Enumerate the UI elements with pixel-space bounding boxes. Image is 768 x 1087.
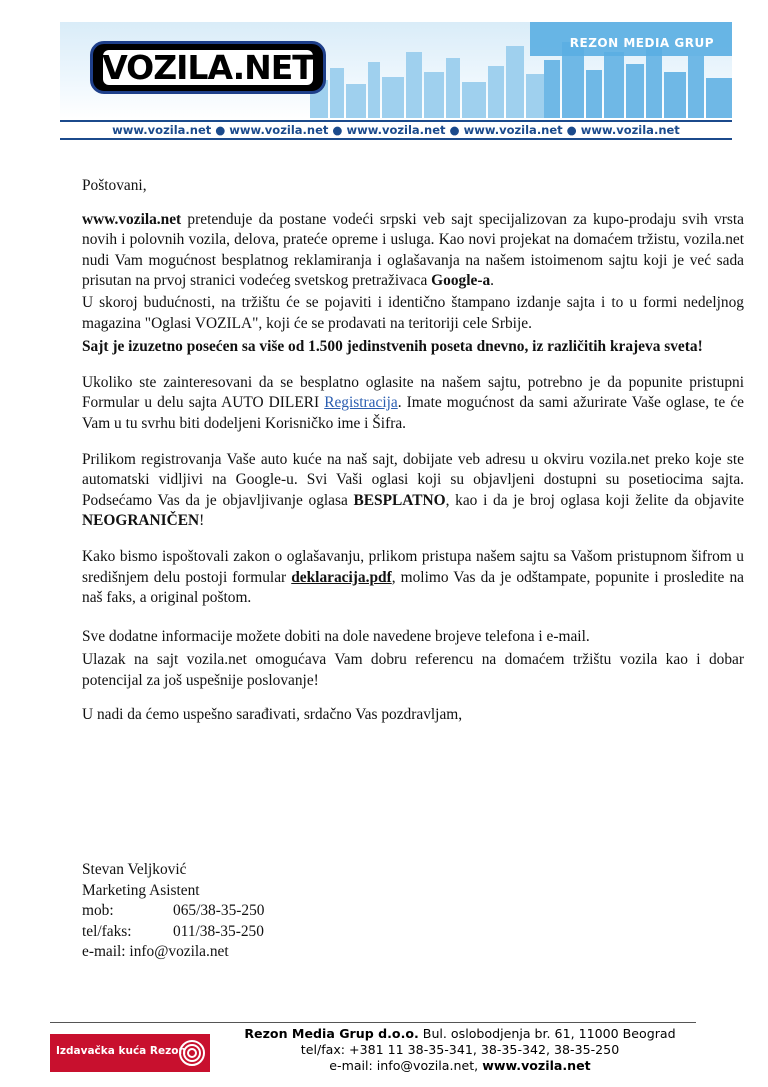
signer-title: Marketing Asistent xyxy=(82,881,200,899)
intro-text: pretenduje da postane vodeći srpski veb sajt specijalizovan za kupo-prodaju svih vrsta novih i polovnih vozila, delova, prateće opreme i usluga. Kao novi projekat na domaćem tržistu, vozila.net nudi Vam mogućnost besplatnog reklamiranja i oglašavanja na našem istoimenom sajtu koji je već sada prisutan na prvoj stranici vodećeg svetskog pretraživaca xyxy=(82,210,744,290)
footer-telfax: tel/fax: +381 11 38-35-341, 38-35-342, 38-35-250 xyxy=(300,1042,620,1057)
intro-end: . xyxy=(490,272,495,290)
paragraph-print-edition: U skoroj budućnosti, na tržištu će se pojaviti i identično štampano izdanje sajta i to u formi nedeljnog magazina "Oglasi VOZILA", koji će se prodavati na teritoriji cele Srbije. xyxy=(82,293,744,332)
free-ads-text-c: ! xyxy=(199,512,205,530)
free-ads-text-a: Prilikom registrovanja Vaše auto kuće na naš sajt, dobijate veb adresu u okviru vozila.net preko koje ste automatski vidljivi na Google-u. Svi Vaši oglasi koji su objavljeni dostupni su posetiocima sajta. Podsećamo Vas da je objavljivanje oglasa xyxy=(82,450,744,509)
telfax-number: 011/38-35-250 xyxy=(173,922,264,940)
letterhead xyxy=(60,22,732,140)
header-banner xyxy=(60,22,732,118)
registration-text-a: Ukoliko ste zainteresovani da se besplatno oglasite na našem sajtu, potrebno je da popunite pristupni Formular u delu sajta AUTO DILERI xyxy=(82,373,744,412)
url-strip: www.vozila.net ● www.vozila.net ● www.vozila.net ● www.vozila.net ● www.vozila.net xyxy=(60,120,732,140)
registration-text-b: . Imate mogućnost da sami ažurirate Vaše oglase, te će Vam u tu svrhu biti dodeljeni Korisničko ime i Šifra. xyxy=(82,394,744,432)
closing: U nadi da ćemo uspešno sarađivati, srdačno Vas pozdravljam, xyxy=(82,706,463,724)
paragraph-contact-info: Sve dodatne informacije možete dobiti na dole navedene brojeve telefona i e-mail. xyxy=(82,627,590,645)
visits-text: Sajt je izuzetno posećen sa više od 1.500 jedinstvenih poseta dnevno, iz različitih krajeva sveta! xyxy=(82,338,703,356)
deklaracija-link[interactable]: deklaracija.pdf xyxy=(291,568,392,586)
footer xyxy=(50,1022,696,1080)
vozila-logo-text: VOZILA.NET xyxy=(102,48,314,87)
rezon-spiral-icon xyxy=(178,1039,206,1067)
footer-company-line xyxy=(224,1026,696,1042)
publisher-logo-text: Izdavačka kuća Rezon xyxy=(56,1045,186,1057)
rezon-publisher-logo xyxy=(50,1034,210,1072)
mobile-label: mob: xyxy=(82,902,114,920)
footer-rule xyxy=(50,1022,696,1023)
telfax-row xyxy=(82,922,264,943)
salutation: Poštovani, xyxy=(82,177,147,194)
registracija-link[interactable]: Registracija xyxy=(324,394,398,412)
mobile-number: 065/38-35-250 xyxy=(173,902,265,920)
company-name: Rezon Media Grup d.o.o. xyxy=(244,1026,419,1041)
mobile-row xyxy=(82,901,264,922)
paragraph-visits xyxy=(82,337,744,358)
rezon-brand-label: REZON MEDIA GRUP xyxy=(569,36,714,50)
declaration-text-b: , molimo Vas da je odštampate, popunite i prosledite na naš faks, a original poštom. xyxy=(82,568,744,607)
signature-block xyxy=(82,860,264,963)
paragraph-registration xyxy=(82,373,744,435)
paragraph-intro xyxy=(82,210,744,292)
signer-email: e-mail: info@vozila.net xyxy=(82,943,229,961)
footer-contact xyxy=(224,1026,696,1074)
paragraph-free-ads xyxy=(82,450,744,532)
company-address: Bul. oslobodjenja br. 61, 11000 Beograd xyxy=(418,1026,676,1041)
free-ads-text-b: , kao i da je broj oglasa koji želite da objavite xyxy=(445,491,744,509)
vozila-logo xyxy=(90,41,326,94)
google-text: Google-a xyxy=(431,272,491,290)
paragraph-reference: Ulazak na sajt vozila.net omogućava Vam dobru referencu na domaćem tržištu vozila kao i dobar potencijal za još uspešnije poslovanje! xyxy=(82,651,744,689)
declaration-text-a: Kako bismo ispoštovali zakon o oglašavanju, prlikom pristupa našem sajtu sa Vašom pristupnom šifrom u središnjem delu postoji formular xyxy=(82,547,744,586)
site-name: www.vozila.net xyxy=(82,210,182,228)
besplatno-text: BESPLATNO xyxy=(353,491,446,509)
paragraph-declaration xyxy=(82,547,744,609)
footer-email-line xyxy=(224,1058,696,1074)
signer-name: Stevan Veljković xyxy=(82,861,187,878)
footer-web: www.vozila.net xyxy=(482,1058,591,1073)
neogranicen-text: NEOGRANIČEN xyxy=(82,512,200,530)
footer-email: e-mail: info@vozila.net, xyxy=(329,1058,483,1073)
telfax-label: tel/faks: xyxy=(82,922,132,940)
letter-body xyxy=(82,176,744,726)
